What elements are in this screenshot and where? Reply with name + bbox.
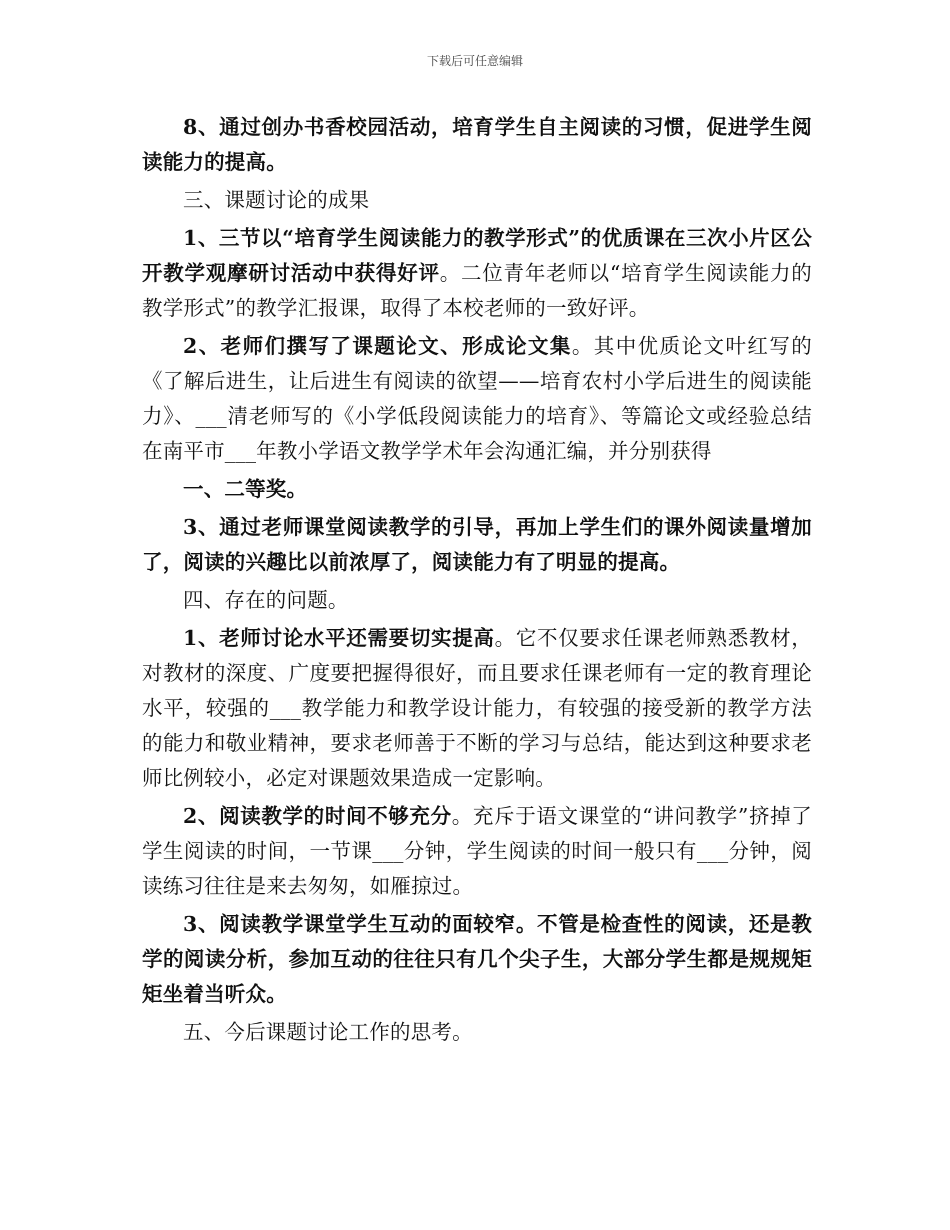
paragraph-result-3 [142,510,812,580]
bold-text: 8、通过创办书香校园活动，培育学生自主阅读的习惯，促进学生阅读能力的提高。 [142,115,812,174]
bold-text: 2、阅读教学的时间不够充分 [183,804,452,828]
paragraph-awards [142,472,812,507]
paragraph-result-2 [142,329,812,469]
body-text: 五、今后课题讨论工作的思考。 [183,1020,473,1044]
bold-text: 1、三节以“培育学生阅读能力的教学形式”的优质课在三次小片区公开教学观摩研讨活动中获得好评 [142,226,812,285]
body-text: 。其中优质论文叶红写的《了解后进生，让后进生有阅读的欲望——培育农村小学后进生的阅读能力》、___清老师写的《小学低段阅读能力的培育》、等篇论文或经验总结在南平市___年教小学语文教学学术年会沟通汇编，并分别获得 [142,334,812,463]
section-heading-results [142,183,812,218]
document-body [142,110,812,1053]
bold-text: 3、通过老师课堂阅读教学的引导，再加上学生们的课外阅读量增加了，阅读的兴趣比以前浓厚了，阅读能力有了明显的提高。 [142,515,812,574]
body-text: 四、存在的问题。 [183,588,349,612]
bold-text: 1、老师讨论水平还需要切实提高 [183,626,495,650]
paragraph-8-reading-campus [142,110,812,180]
bold-text: 一、二等奖。 [183,477,308,501]
body-text: 。它不仅要求任课老师熟悉教材，对教材的深度、广度要把握得很好，而且要求任课老师有一定的教育理论水平，较强的___教学能力和教学设计能力，有较强的接受新的教学方法的能力和敬业精神，要求老师善于不断的学习与总结，能达到这种要求老师比例较小，必定对课题效果造成一定影响。 [142,626,813,790]
bold-text: 2、老师们撰写了课题论文、形成论文集 [183,334,572,358]
paragraph-result-1 [142,221,812,326]
body-text: 三、课题讨论的成果 [183,188,370,212]
body-text: 。充斥于语文课堂的“讲问教学”挤掉了学生阅读的时间，一节课___分钟，学生阅读的时间一般只有___分钟，阅读练习往往是来去匆匆，如雁掠过。 [142,804,812,898]
section-heading-problems [142,583,812,618]
section-heading-future [142,1015,812,1050]
body-text: 。二位青年老师以“培育学生阅读能力的教学形式”的教学汇报课，取得了本校老师的一致好评。 [142,261,812,320]
page-header: 下载后可任意编辑 [426,54,523,68]
paragraph-problem-3 [142,907,812,1012]
bold-text: 3、阅读教学课堂学生互动的面较窄。不管是检查性的阅读，还是教学的阅读分析，参加互动的往往只有几个尖子生，大部分学生都是规规矩矩坐着当听众。 [142,912,812,1006]
paragraph-problem-1 [142,621,812,796]
paragraph-problem-2 [142,799,812,904]
